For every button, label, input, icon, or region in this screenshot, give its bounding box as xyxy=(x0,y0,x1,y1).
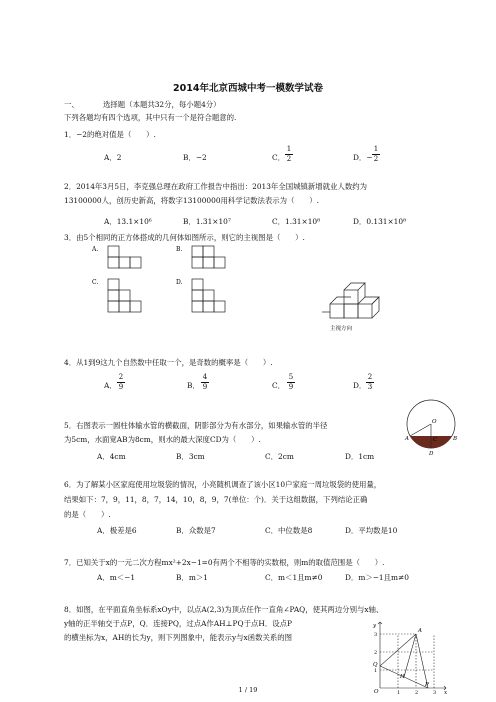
svg-text:D: D xyxy=(429,451,434,457)
q8-line2: y轴的正半轴交于点P，Q．连接PQ，过点A作AH⊥PQ于点H．设点P xyxy=(64,619,292,628)
svg-text:1: 1 xyxy=(374,668,378,674)
q3-label-b: B. xyxy=(176,246,183,253)
q4-c-fraction: 5 9 xyxy=(288,373,294,391)
q1-option-a: A．2 xyxy=(104,153,122,162)
q4-b-fraction: 4 9 xyxy=(202,373,208,391)
svg-text:2: 2 xyxy=(415,690,419,694)
q5-option-d: D．1cm xyxy=(345,452,375,461)
svg-text:O: O xyxy=(432,419,437,425)
q3-label-d: D. xyxy=(176,279,183,286)
svg-text:A: A xyxy=(418,628,422,634)
q4-d-fraction: 2 3 xyxy=(367,373,373,391)
svg-text:3: 3 xyxy=(374,632,378,638)
q4-option-a: A． xyxy=(104,381,117,390)
svg-text:B: B xyxy=(453,436,458,442)
q6-option-c: C．中位数是8 xyxy=(265,526,313,535)
page-number: 1 / 19 xyxy=(238,686,258,694)
q4-option-d: D． xyxy=(353,381,367,390)
q6-option-a: A．极差是6 xyxy=(97,526,137,535)
q1-stem: 1．−2的绝对值是（ ）. xyxy=(64,130,156,139)
svg-text:x: x xyxy=(444,690,448,694)
q5-option-a: A．4cm xyxy=(97,452,126,461)
svg-text:H: H xyxy=(400,674,405,680)
q5-pipe-figure xyxy=(398,398,462,458)
svg-text:Q: Q xyxy=(373,662,378,668)
q2-line1: 2．2014年3月5日，李克强总理在政府工作报告中指出：2013年全国城镇新增就业人数约为 xyxy=(64,182,368,191)
svg-text:3: 3 xyxy=(433,690,437,694)
svg-text:1: 1 xyxy=(397,690,401,694)
q6-line3: 的是（ ）. xyxy=(64,510,111,519)
svg-text:2: 2 xyxy=(374,650,378,656)
q5-line2: 为5cm，水面宽AB为8cm，则水的最大深度CD为（ ）. xyxy=(64,435,261,444)
q7-option-b: B．m＞1 xyxy=(176,573,208,582)
section-instruction: 下列各题均有四个选项，其中只有一个是符合题意的. xyxy=(64,113,237,122)
q4-stem: 4．从1到9这九个自然数中任取一个，是奇数的概率是（ ）. xyxy=(64,358,273,367)
q3-view-direction-label: 主视方向 xyxy=(330,326,353,332)
svg-text:O: O xyxy=(374,689,379,694)
svg-text:P: P xyxy=(425,682,429,688)
svg-text:A: A xyxy=(405,436,409,442)
q3-solid-figure xyxy=(330,283,379,318)
q5-option-b: B．3cm xyxy=(176,452,205,461)
q3-stem: 3．由5个相同的正方体搭成的几何体如图所示，则它的主视图是（ ）. xyxy=(64,233,305,242)
q2-option-d: D．0.131×10⁸ xyxy=(353,217,407,226)
q2-option-c: C．1.31×10⁸ xyxy=(272,217,321,226)
q8-line1: 8．如图，在平面直角坐标系xOy中，以点A(2,3)为顶点任作一直角∠PAQ，使其两边分别与x轴、 xyxy=(64,605,384,614)
q1-option-d: D．− xyxy=(353,153,373,162)
q2-line2: 13100000人，创历史新高，将数字13100000用科学记数法表示为（ ）. xyxy=(64,196,319,205)
page-title: 2014年北京西城中考一模数学试卷 xyxy=(173,83,323,94)
q5-option-c: C．2cm xyxy=(265,452,294,461)
q5-line1: 5．右图表示一圆柱体输水管的横截面，阴影部分为有水部分，如果输水管的半径 xyxy=(64,421,328,430)
q7-option-c: C．m＜1且m≠0 xyxy=(265,573,323,582)
q2-option-b: B．1.31×10⁷ xyxy=(183,217,231,226)
q3-figure xyxy=(90,242,430,332)
section-header: 选择题（本题共32分，每小题4分） xyxy=(103,100,221,109)
q3-label-c: C. xyxy=(92,279,99,286)
q8-coordinate-figure xyxy=(370,620,450,694)
q1-option-c: C． xyxy=(272,153,286,162)
q4-a-fraction: 2 9 xyxy=(118,373,124,391)
q3-option-d-view xyxy=(192,279,225,312)
q7-option-a: A．m＜−1 xyxy=(97,573,136,582)
q1-d-fraction: 1 2 xyxy=(373,145,379,163)
q6-line1: 6．为了解某小区家庭使用垃圾袋的情况，小亮随机调查了该小区10户家庭一周垃圾袋的使用量， xyxy=(64,480,382,489)
q2-option-a: A．13.1×10⁶ xyxy=(104,217,152,226)
q7-option-d: D．m＞−1且m≠0 xyxy=(345,573,409,582)
q1-option-b: B．−2 xyxy=(183,153,207,162)
q3-option-b-view xyxy=(192,246,225,268)
q3-label-a: A. xyxy=(92,246,99,253)
svg-text:y: y xyxy=(373,623,377,629)
q4-option-b: B． xyxy=(187,381,200,390)
q4-option-c: C． xyxy=(272,381,286,390)
q8-line3: 的横坐标为x，AH的长为y，则下列图象中，能表示y与x函数关系的图 xyxy=(64,633,293,642)
q7-stem: 7．已知关于x的一元二次方程mx²+2x−1=0有两个不相等的实数根，则m的取值范围是（ ）. xyxy=(64,558,385,567)
q3-option-a-view xyxy=(108,246,141,268)
q3-option-c-view xyxy=(108,279,141,312)
q1-c-fraction: 1 2 xyxy=(286,145,292,163)
q6-option-d: D．平均数是10 xyxy=(345,526,398,535)
svg-text:C: C xyxy=(433,437,438,443)
section-number: 一、 xyxy=(64,100,79,109)
q6-option-b: B．众数是7 xyxy=(176,526,216,535)
q6-line2: 结果如下：7，9，11，8，7，14，10，8，9，7(单位：个)．关于这组数据，下列结论正确 xyxy=(64,495,368,504)
